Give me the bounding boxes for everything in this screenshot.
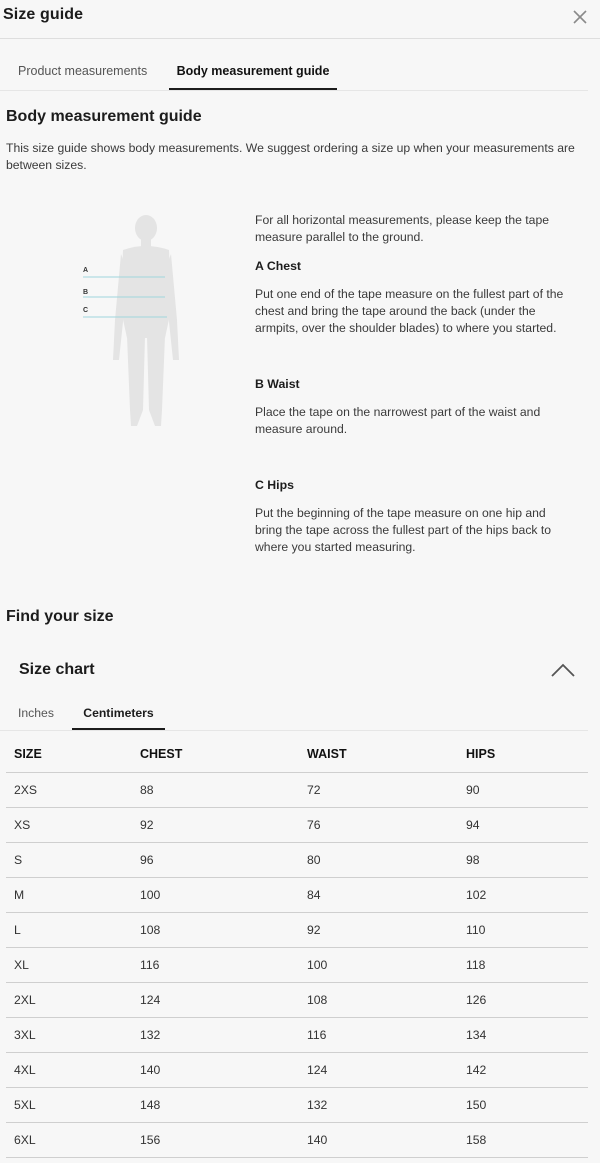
cell-chest: 116 [140, 947, 307, 982]
cell-size: S [6, 842, 140, 877]
figure-label-c: C [83, 307, 89, 314]
tab-inches[interactable]: Inches [18, 706, 54, 720]
cell-waist: 84 [307, 877, 466, 912]
table-row [6, 947, 588, 982]
table-row [6, 1017, 588, 1052]
cell-size: L [6, 912, 140, 947]
cell-chest: 108 [140, 912, 307, 947]
chevron-up-icon[interactable] [550, 660, 576, 680]
size-chart-label: Size chart [19, 661, 95, 678]
cell-hips: 134 [466, 1017, 588, 1052]
table-row [6, 772, 588, 807]
cell-chest: 140 [140, 1052, 307, 1087]
cell-hips: 94 [466, 807, 588, 842]
cell-size: 4XL [6, 1052, 140, 1087]
figure-label-b: B [83, 289, 89, 296]
cell-hips: 142 [466, 1052, 588, 1087]
table-header-row [6, 737, 588, 772]
cell-chest: 96 [140, 842, 307, 877]
chest-title: A Chest [255, 259, 302, 273]
cell-size: 6XL [6, 1122, 140, 1157]
cell-hips: 110 [466, 912, 588, 947]
tab-centimeters[interactable]: Centimeters [72, 698, 165, 730]
table-row [6, 807, 588, 842]
cell-size: 5XL [6, 1087, 140, 1122]
cell-hips: 90 [466, 772, 588, 807]
table-row [6, 1087, 588, 1122]
cell-waist: 92 [307, 912, 466, 947]
cell-waist: 76 [307, 807, 466, 842]
cell-waist: 140 [307, 1122, 466, 1157]
waist-title: B Waist [255, 377, 300, 391]
cell-chest: 156 [140, 1122, 307, 1157]
cell-chest: 88 [140, 772, 307, 807]
intro-text: This size guide shows body measurements. We suggest ordering a size up when your measurements are between sizes. [6, 141, 575, 172]
modal-header [0, 0, 600, 39]
table-row [6, 1122, 588, 1157]
cell-hips: 118 [466, 947, 588, 982]
cell-hips: 98 [466, 842, 588, 877]
cell-chest: 124 [140, 982, 307, 1017]
modal-title: Size guide [3, 6, 84, 23]
human-silhouette [113, 215, 179, 426]
cell-chest: 92 [140, 807, 307, 842]
chest-text: Put one end of the tape measure on the fullest part of the chest and bring the tape around the back (under the armpits, over the shoulder blades) to where you started. [255, 287, 564, 335]
unit-tabs [0, 698, 588, 731]
cell-hips: 150 [466, 1087, 588, 1122]
cell-chest: 132 [140, 1017, 307, 1052]
cell-size: 2XS [6, 772, 140, 807]
body-figure-illustration [75, 210, 185, 432]
tab-product-measurements[interactable]: Product measurements [18, 64, 148, 78]
cell-size: 3XL [6, 1017, 140, 1052]
section-title: Body measurement guide [6, 108, 202, 125]
table-row [6, 842, 588, 877]
header-chest: CHEST [140, 737, 307, 772]
hips-title: C Hips [255, 478, 294, 492]
horizontal-note: For all horizontal measurements, please keep the tape measure parallel to the ground. [255, 213, 550, 244]
cell-hips: 102 [466, 877, 588, 912]
cell-waist: 116 [307, 1017, 466, 1052]
cell-waist: 80 [307, 842, 466, 877]
header-waist: WAIST [307, 737, 466, 772]
cell-hips: 158 [466, 1122, 588, 1157]
cell-waist: 100 [307, 947, 466, 982]
cell-size: M [6, 877, 140, 912]
figure-label-a: A [83, 267, 89, 274]
cell-waist: 72 [307, 772, 466, 807]
table-row [6, 912, 588, 947]
guide-tabs [0, 52, 588, 91]
cell-size: 2XL [6, 982, 140, 1017]
cell-waist: 124 [307, 1052, 466, 1087]
cell-chest: 100 [140, 877, 307, 912]
cell-chest: 148 [140, 1087, 307, 1122]
close-icon[interactable] [569, 6, 591, 28]
cell-waist: 108 [307, 982, 466, 1017]
size-table [6, 737, 588, 1158]
table-row [6, 1052, 588, 1087]
cell-waist: 132 [307, 1087, 466, 1122]
cell-size: XS [6, 807, 140, 842]
cell-hips: 126 [466, 982, 588, 1017]
tab-body-measurement-guide[interactable]: Body measurement guide [169, 52, 337, 90]
table-row [6, 982, 588, 1017]
hips-text: Put the beginning of the tape measure on one hip and bring the tape across the fullest part of the hips back to where you started measuring. [255, 506, 552, 554]
header-size: SIZE [6, 737, 140, 772]
find-size-title: Find your size [6, 608, 114, 625]
cell-size: XL [6, 947, 140, 982]
waist-text: Place the tape on the narrowest part of the waist and measure around. [255, 405, 541, 436]
size-chart-header[interactable] [19, 660, 580, 686]
table-row [6, 877, 588, 912]
header-hips: HIPS [466, 737, 588, 772]
